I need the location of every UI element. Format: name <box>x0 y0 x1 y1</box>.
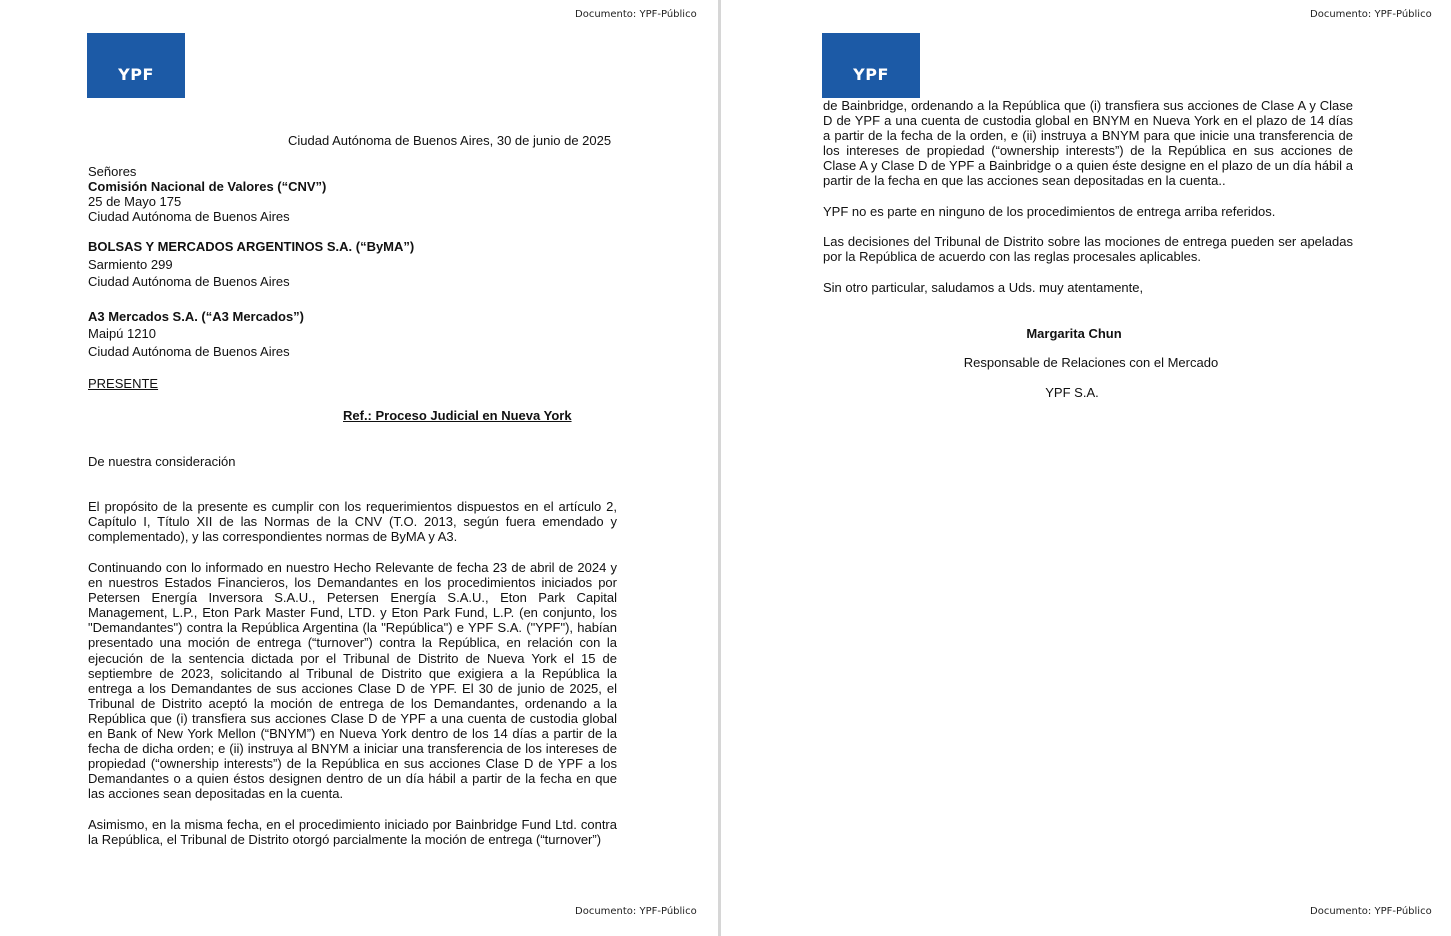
document-page-1 <box>0 0 718 936</box>
paragraph-closing: Sin otro particular, saludamos a Uds. muy atentamente, <box>823 280 1144 295</box>
ypf-logo-text: YPF <box>118 65 154 84</box>
classification-footer: Documento: YPF-Público <box>1310 906 1432 917</box>
classification-label: Documento: YPF-Público <box>1310 9 1432 20</box>
date-line: Ciudad Autónoma de Buenos Aires, 30 de junio de 2025 <box>288 133 612 148</box>
paragraph-bainbridge: Asimismo, en la misma fecha, en el procedimiento iniciado por Bainbridge Fund Ltd. contra la República, el Tribunal de Distrito otorgó parcialmente la moción de entrega (“turnover”) <box>88 817 617 848</box>
ypf-logo <box>87 33 185 98</box>
signature-name: Margarita Chun <box>1026 326 1122 341</box>
presente-heading: PRESENTE <box>88 376 159 391</box>
paragraph-purpose: El propósito de la presente es cumplir con los requerimientos dispuestos en el artículo 2, Capítulo I, Título XII de las Normas de la CNV (T.O. 2013, según fuera emendado y complementado), y las correspondientes normas de ByMA y A3. <box>88 499 617 545</box>
classification-label: Documento: YPF-Público <box>575 9 697 20</box>
greeting: De nuestra consideración <box>88 454 236 469</box>
ypf-logo-text: YPF <box>853 65 889 84</box>
byma-name: BOLSAS Y MERCADOS ARGENTINOS S.A. (“ByMA”) <box>88 239 415 254</box>
cnv-name: Comisión Nacional de Valores (“CNV”) <box>88 179 327 194</box>
document-page-2 <box>721 0 1451 936</box>
signature-company: YPF S.A. <box>1045 385 1099 400</box>
reference-line: Ref.: Proceso Judicial en Nueva York <box>343 408 572 423</box>
a3-street: Maipú 1210 <box>88 326 156 341</box>
classification-footer: Documento: YPF-Público <box>575 906 697 917</box>
byma-street: Sarmiento 299 <box>88 257 173 272</box>
a3-city: Ciudad Autónoma de Buenos Aires <box>88 344 290 359</box>
ypf-logo <box>822 33 920 98</box>
paragraph-appeal: Las decisiones del Tribunal de Distrito sobre las mociones de entrega pueden ser apeladas por la República de acuerdo con las reglas procesales aplicables. <box>823 234 1353 265</box>
paragraph-not-party: YPF no es parte en ninguno de los procedimientos de entrega arriba referidos. <box>823 204 1276 219</box>
cnv-city: Ciudad Autónoma de Buenos Aires <box>88 209 290 224</box>
salutation: Señores <box>88 164 137 179</box>
byma-city: Ciudad Autónoma de Buenos Aires <box>88 274 290 289</box>
cnv-street: 25 de Mayo 175 <box>88 194 182 209</box>
signature-title: Responsable de Relaciones con el Mercado <box>963 355 1219 370</box>
a3-name: A3 Mercados S.A. (“A3 Mercados”) <box>88 309 305 324</box>
paragraph-bainbridge-cont: de Bainbridge, ordenando a la República que (i) transfiera sus acciones de Clase A y Clase D de YPF a una cuenta de custodia global en BNYM en Nueva York en el plazo de 14 días a partir de la fecha de la orden, e (ii) instruya a BNYM para que inicie una transferencia de los intereses de propiedad (“ownership interests”) de la República en sus acciones de Clase A y Clase D de YPF a Bainbridge o a quien éste designe en el plazo de un día hábil a partir de la fecha en que las acciones sean depositadas en la cuenta.. <box>823 98 1353 189</box>
paragraph-turnover-motion: Continuando con lo informado en nuestro Hecho Relevante de fecha 23 de abril de 2024 y en nuestros Estados Financieros, los Demandantes en los procedimientos iniciados por Petersen Energía Inversora S.A.U., Petersen Energía S.A.U., Eton Park Capital Management, L.P., Eton Park Master Fund, LTD. y Eton Park Fund, L.P. (en conjunto, los "Demandantes") contra la República Argentina (la "República") e YPF S.A. ("YPF"), habían presentado una moción de entrega (“turnover”) contra la República, en relación con la ejecución de la sentencia dictada por el Tribunal de Distrito de Nueva York el 15 de septiembre de 2023, solicitando al Tribunal de Distrito que exigiera a la República la entrega a los Demandantes de sus acciones Clase D de YPF. El 30 de junio de 2025, el Tribunal de Distrito aceptó la moción de entrega de los Demandantes, ordenando a la República que (i) transfiera sus acciones Clase D de YPF a una cuenta de custodia global en Bank of New York Mellon (“BNYM”) en Nueva York dentro de los 14 días a partir de la fecha de dicha orden; e (ii) instruya al BNYM a iniciar una transferencia de los intereses de propiedad (“ownership interests”) de la República en sus acciones Clase D de YPF a los Demandantes o a quien éstos designen dentro de un día hábil a partir de la fecha en que las acciones sean depositadas en la cuenta. <box>88 560 617 802</box>
